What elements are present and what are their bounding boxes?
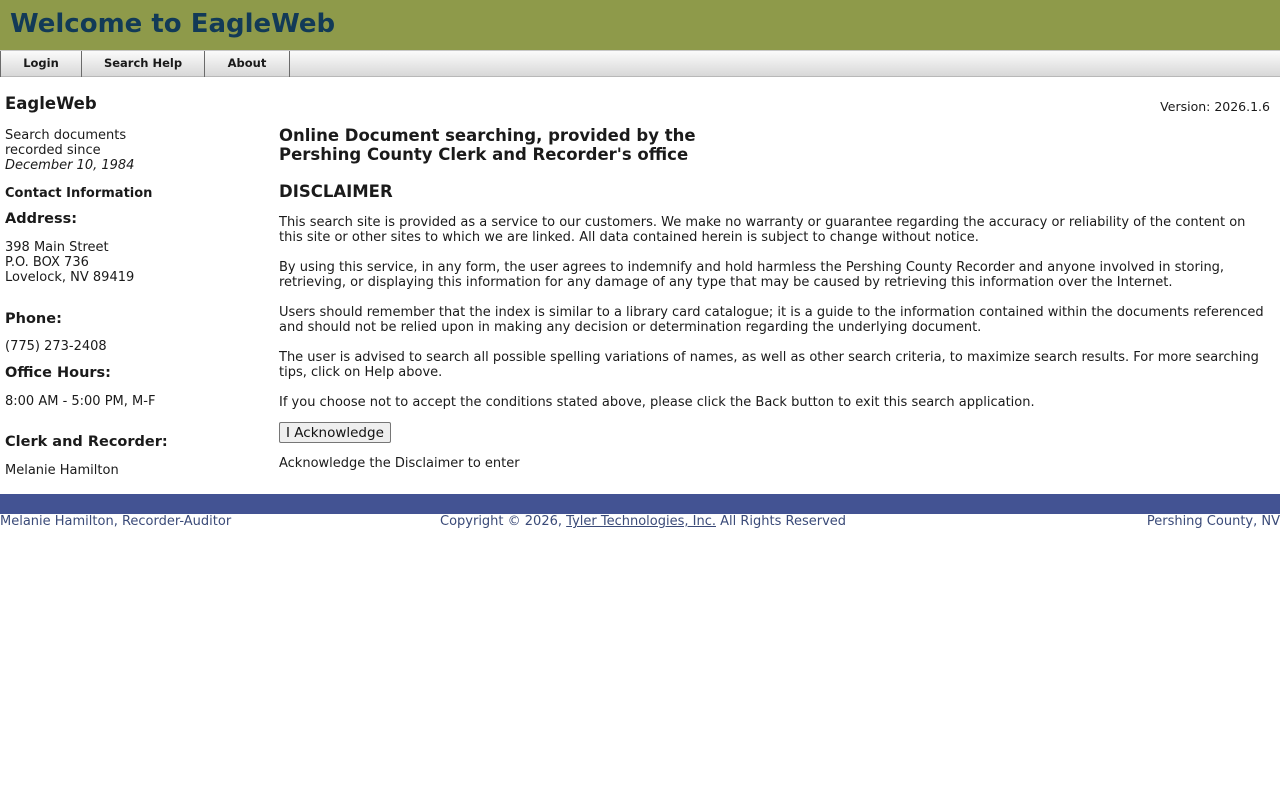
recorded-text-line1: Search documents xyxy=(5,128,127,143)
page-title: Welcome to EagleWeb xyxy=(10,9,336,39)
copyright-suffix: All Rights Reserved xyxy=(720,514,847,529)
disclaimer-paragraph: By using this service, in any form, the user agrees to indemnify and hold harmless the Pershing County Recorder and anyone involved in storing, retrieving, or displaying this information for any damage of any type that may be caused by retrieving this information over the Internet. xyxy=(279,260,1225,290)
acknowledge-button[interactable]: I Acknowledge xyxy=(279,422,391,443)
clerk-heading: Clerk and Recorder: xyxy=(5,434,168,450)
recorded-since-date: December 10, 1984 xyxy=(5,158,135,173)
disclaimer-paragraph: The user is advised to search all possible spelling variations of names, as well as other search criteria, to maximize search results. For more searching tips, click on Help above. xyxy=(279,350,1259,380)
office-hours: 8:00 AM - 5:00 PM, M-F xyxy=(5,394,156,409)
site-header xyxy=(0,0,1280,50)
footer-recorder: Melanie Hamilton, Recorder-Auditor xyxy=(0,514,232,529)
disclaimer-title: DISCLAIMER xyxy=(279,182,393,201)
disclaimer-paragraph: Users should remember that the index is similar to a library card catalogue; it is a guide to the information contained within the documents referenced and should not be relied upon in making any decision or determination regarding the underlying document. xyxy=(279,305,1264,335)
address-line3: Lovelock, NV 89419 xyxy=(5,270,135,285)
clerk-name: Melanie Hamilton xyxy=(5,463,119,478)
nav-login[interactable]: Login xyxy=(0,51,82,77)
address-line2: P.O. BOX 736 xyxy=(5,255,89,270)
hours-heading: Office Hours: xyxy=(5,365,111,381)
nav-bar xyxy=(0,50,1280,77)
footer-bar xyxy=(0,494,1280,514)
disclaimer-paragraph: If you choose not to accept the conditions stated above, please click the Back button to exit this search application. xyxy=(279,395,1035,410)
footer-copyright xyxy=(440,514,846,529)
phone-number: (775) 273-2408 xyxy=(5,339,107,354)
main-heading-line1: Online Document searching, provided by the xyxy=(279,126,696,145)
nav-about[interactable]: About xyxy=(205,51,290,77)
copyright-prefix: Copyright © 2026, xyxy=(440,514,563,529)
nav-search-help[interactable]: Search Help xyxy=(82,51,205,77)
main-heading xyxy=(279,126,799,164)
address-heading: Address: xyxy=(5,211,78,227)
contact-heading: Contact Information xyxy=(5,186,153,201)
recorded-text-line2: recorded since xyxy=(5,143,101,158)
acknowledge-note: Acknowledge the Disclaimer to enter xyxy=(279,456,520,471)
sidebar-title: EagleWeb xyxy=(5,94,97,113)
phone-heading: Phone: xyxy=(5,311,62,327)
disclaimer-paragraph: This search site is provided as a service to our customers. We make no warranty or guarantee regarding the accuracy or reliability of the content on this site or other sites to which we are linked. All data contained herein is subject to change without notice. xyxy=(279,215,1246,245)
footer-county: Pershing County, NV xyxy=(1146,514,1280,529)
address-line1: 398 Main Street xyxy=(5,240,109,255)
main-heading-line2: Pershing County Clerk and Recorder's office xyxy=(279,145,689,164)
tyler-technologies-link[interactable]: Tyler Technologies, Inc. xyxy=(566,514,716,529)
version-label: Version: 2026.1.6 xyxy=(1160,99,1270,114)
